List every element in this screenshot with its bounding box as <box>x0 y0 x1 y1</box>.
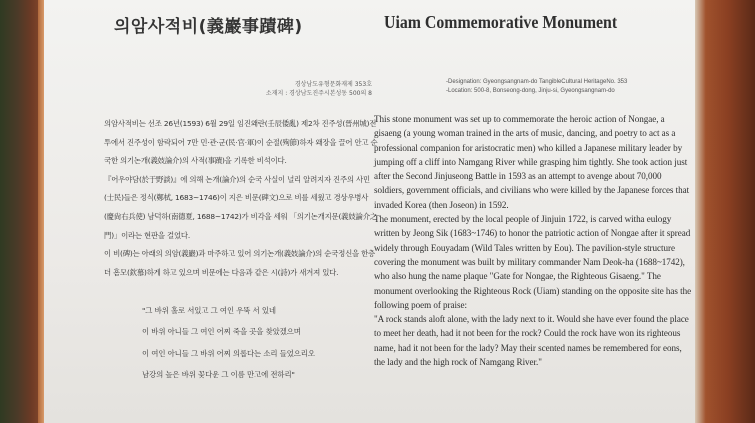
korean-paragraph: 『어우야담(於于野談)』에 의해 논개(論介)의 순국 사실이 널리 알려지자 진주의 사민(士民)들은 정식(鄭栻, 1683~1746)이 지은 비문(碑文)으로 비를 세웠고 경상우병사(慶尙右兵使) 남덕하(南德夏, 1688~1742)가 비각을 세워 「의기논개지문(義妓論介之門)」이라는 현판을 걸었다. <box>104 174 378 240</box>
poem-line: "그 바위 홀로 서있고 그 여인 우뚝 서 있네 <box>142 306 276 315</box>
korean-designation: 경상남도유형문화재제 353호 <box>294 81 372 88</box>
english-poem: "A rock stands aloft alone, with the lady next to it. Would she have ever found the place to meet her death, had it not been for the rock? Could the rock have won its righteous name, had it not been for the lady? May their scented names be remembered for eons, the lady and the high rock of Namgang River." <box>374 314 689 368</box>
right-wooden-post <box>695 0 755 423</box>
english-title: Uiam Commemorative Monument <box>384 12 618 32</box>
english-designation: -Designation: Gyeongsangnam-do TangibleCultural HeritageNo. 353 <box>446 79 628 85</box>
korean-designation-block <box>244 80 372 98</box>
korean-paragraph: 의암사적비는 선조 26년(1593) 6월 29일 임진왜란(壬辰倭亂) 제2차 진주성(晉州城)전투에서 진주성이 함락되어 7만 민·관·군(民·官·軍)이 순절(殉節)하자 왜장을 끌어 안고 순국한 의기논개(義妓論介)의 사적(事蹟)을 기록한 비석이다. <box>104 119 378 166</box>
english-paragraph: This stone monument was set up to commemorate the heroic action of Nongae, a gisaeng (a young woman trained in the arts of music, dancing, and poetry to act as a professional companion for aristocratic men) who killed a Japanese military leader by jumping off a cliff into Namgang River while grasping him tightly. She took action just after the Second Jinjuseong Battle in 1593 as an attempt to avenge about 70,000 soldiers, government officials, and civilians who were killed by the Japanese forces that invaded Korea (then Joseon) in 1592. <box>374 114 690 210</box>
poem-line: 이 바위 아니들 그 여인 어찌 죽을 곳을 찾았겠으며 <box>142 327 301 337</box>
poem-line: 남강의 높은 바위 꽃다운 그 이름 만고에 전하리" <box>142 370 295 380</box>
korean-location: 소재지 : 경상남도진주시본성동 500의 8 <box>265 90 372 97</box>
poem-line: 이 여인 아니들 그 바위 어찌 의롭다는 소리 들었으리오 <box>142 348 315 358</box>
english-paragraph: The monument, erected by the local people of Jinjuin 1722, is carved witha eulogy written by Jeong Sik (1683~1746) to honor the patriotic action of Nongae after it spread widely through Eouyadam (Wild Tales written by Eou). The pavilion-style structure covering the monument was built by military commander Nam Deok-ha (1688~1742), who also hung the name plaque "Gate for Nongae, the Righteous Gisaeng." The monument overlooking the Righteous Rock (Uiam) standing on the opposite site has the following poem of praise: <box>374 214 692 310</box>
korean-paragraph: 이 비(碑)는 아래의 의암(義巖)과 마주하고 있어 의기논개(義妓論介)의 순국정신을 한층 더 흠모(欽慕)하게 하고 있으며 비문에는 다음과 같은 시(詩)가 새겨져 있다. <box>104 249 375 277</box>
korean-description <box>104 115 378 282</box>
english-location: -Location: 500-8, Bonseong-dong, Jinju-si, Gyeongsangnam-do <box>446 88 615 94</box>
english-description <box>374 112 692 369</box>
korean-poem <box>142 300 382 386</box>
english-designation-block <box>446 78 706 96</box>
left-wooden-post <box>0 0 44 423</box>
korean-title: 의암사적비(義巖事蹟碑) <box>114 17 303 37</box>
monument-plaque <box>44 0 695 423</box>
